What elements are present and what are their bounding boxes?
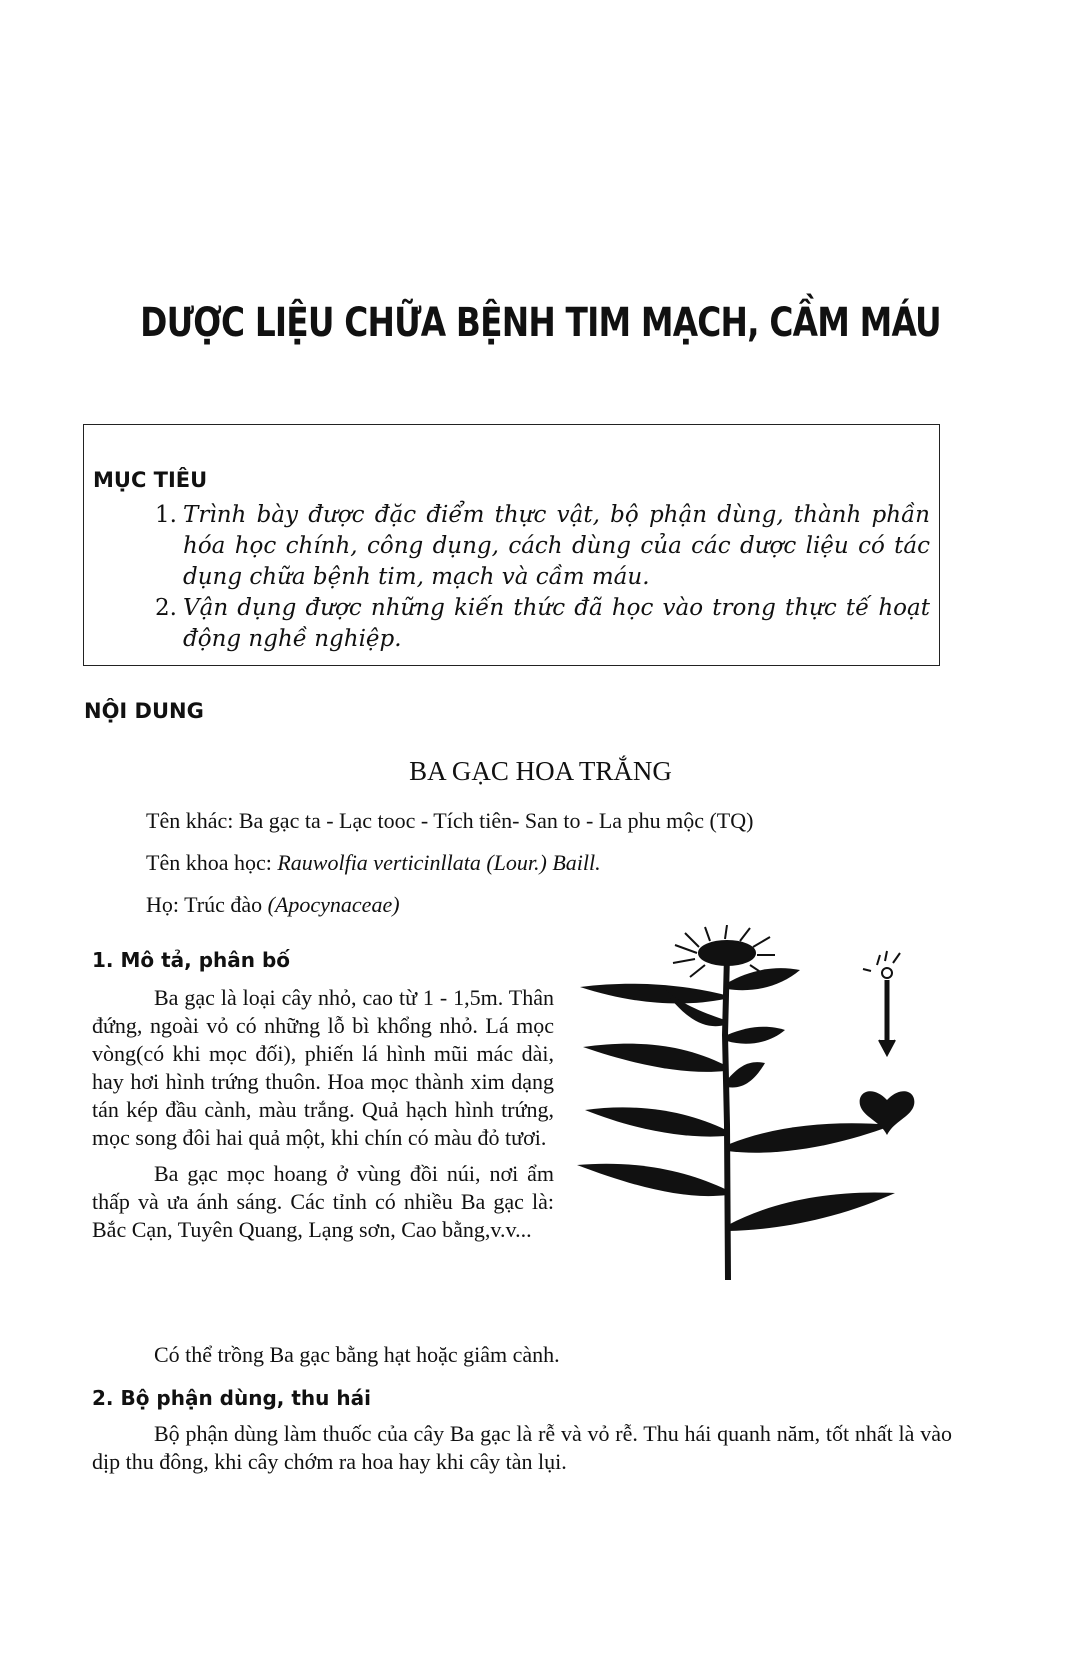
paragraph: Bộ phận dùng làm thuốc của cây Ba gạc là rễ và vỏ rễ. Thu hái quanh năm, tốt nhất là vào dịp thu đông, khi cây chớm ra hoa hay khi cây tàn lụi.: [92, 1421, 952, 1474]
objective-text: Vận dụng được những kiến thức đã học vào trong thực tế hoạt động nghề nghiệp.: [183, 595, 930, 652]
family-latin: (Apocynaceae): [267, 892, 400, 917]
other-names-line: [146, 808, 753, 834]
objective-item-2: [155, 593, 930, 655]
section-2-heading: 2. Bộ phận dùng, thu hái: [92, 1386, 371, 1410]
content-heading: NỘI DUNG: [84, 699, 204, 723]
objective-text: Trình bày được đặc điểm thực vật, bộ phận dùng, thành phần hóa học chính, công dụng, cách dùng của các dược liệu có tác dụng chữa bệnh tim, mạch và cầm máu.: [183, 502, 930, 590]
section-1-heading: 1. Mô tả, phân bố: [92, 948, 291, 972]
other-names-label: Tên khác:: [146, 808, 234, 833]
objective-number: 2.: [155, 595, 177, 621]
section-1-tail: [92, 1341, 952, 1369]
family-line: [146, 892, 400, 918]
plant-title: BA GẠC HOA TRẮNG: [409, 756, 672, 786]
objective-item-1: [155, 500, 930, 593]
scientific-name: Rauwolfia verticinllata (Lour.) Baill.: [277, 850, 601, 875]
section-1-text: [92, 984, 554, 1244]
family-label: Họ: Trúc đào: [146, 892, 263, 917]
section-2-text: [92, 1420, 952, 1476]
scientific-label: Tên khoa học:: [146, 850, 272, 875]
objectives-heading: MỤC TIÊU: [93, 468, 208, 492]
paragraph: Ba gạc mọc hoang ở vùng đồi núi, nơi ẩm thấp và ưa ánh sáng. Các tỉnh có nhiều Ba gạc là: Bắc Cạn, Tuyên Quang, Lạng sơn, Cao bằng,v.v...: [92, 1161, 554, 1242]
paragraph: Có thể trồng Ba gạc bằng hạt hoặc giâm cành.: [154, 1342, 560, 1367]
scientific-name-line: [146, 850, 601, 876]
paragraph: Ba gạc là loại cây nhỏ, cao từ 1 - 1,5m. Thân đứng, ngoài vỏ có những lỗ bì khổng nhỏ. Lá mọc vòng(có khi mọc đối), phiến lá hình mũi mác dài, hay hơi hình trứng thuôn. Hoa mọc thành xim dạng tán kép đầu cành, màu trắng. Quả hạch hình trứng, mọc song đôi hai quả một, khi chín có màu đỏ tươi.: [92, 985, 554, 1150]
other-names: Ba gạc ta - Lạc tooc - Tích tiên- San to - La phu mộc (TQ): [238, 808, 754, 833]
objective-number: 1.: [155, 502, 177, 528]
plant-illustration: [575, 925, 970, 1280]
chapter-title: DƯỢC LIỆU CHỮA BỆNH TIM MẠCH, CẦM MÁU: [140, 300, 941, 346]
